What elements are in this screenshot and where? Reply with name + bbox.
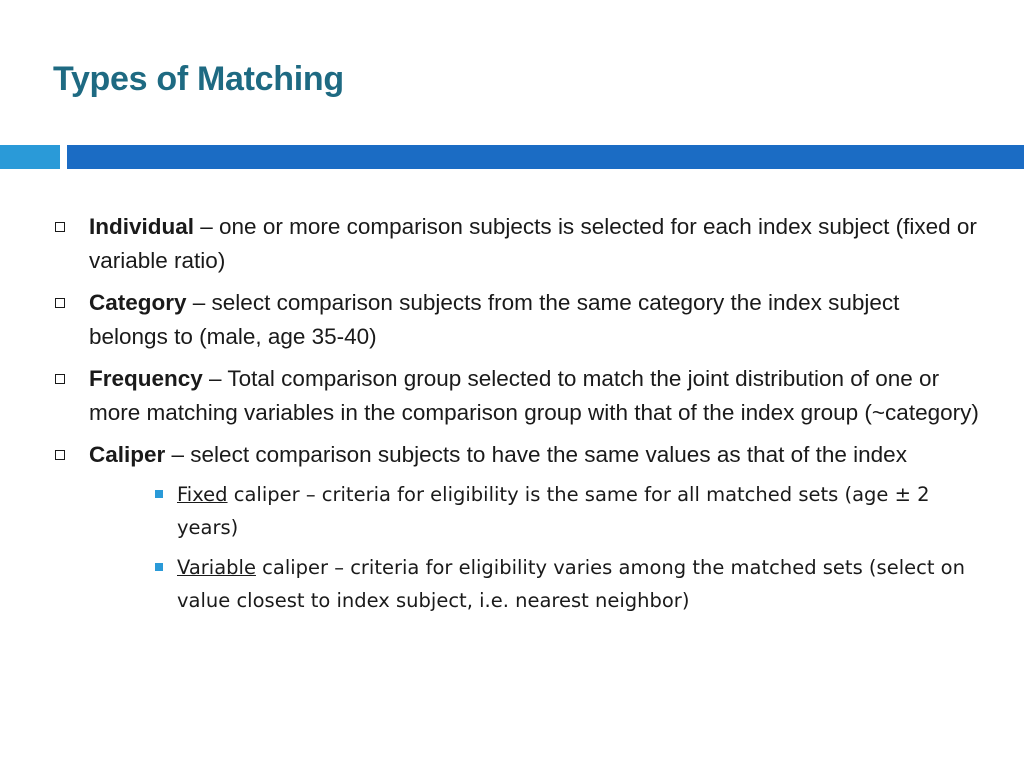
sub-bullet-variable-caliper [155, 551, 983, 617]
bullet-term: Individual [89, 214, 195, 239]
hollow-square-bullet-icon [55, 298, 65, 308]
hollow-square-bullet-icon [55, 374, 65, 384]
bullet-list [53, 210, 983, 625]
bullet-individual [53, 210, 983, 278]
bullet-term: Category [89, 290, 187, 315]
sub-bullet-text: caliper – criteria for eligibility varies among the matched sets (select on value closest to index subject, i.e. nearest neighbor) [177, 556, 965, 612]
header-accent-bar-long [67, 145, 1024, 169]
bullet-text: – select comparison subjects to have the same values as that of the index [165, 442, 907, 467]
hollow-square-bullet-icon [55, 222, 65, 232]
sub-bullet-text: caliper – criteria for eligibility is the same for all matched sets (age ± 2 years) [177, 483, 930, 539]
bullet-frequency [53, 362, 983, 430]
sub-bullet-term: Variable [177, 556, 256, 579]
slide-title: Types of Matching [53, 60, 344, 98]
bullet-category [53, 286, 983, 354]
filled-square-bullet-icon [155, 490, 163, 498]
bullet-text: – one or more comparison subjects is selected for each index subject (fixed or variable ratio) [89, 214, 977, 273]
sub-bullet-term: Fixed [177, 483, 228, 506]
bullet-text: – select comparison subjects from the same category the index subject belongs to (male, age 35-40) [89, 290, 900, 349]
bullet-caliper [53, 438, 983, 617]
bullet-term: Caliper [89, 442, 166, 467]
sub-bullet-fixed-caliper [155, 478, 983, 544]
bullet-term: Frequency [89, 366, 203, 391]
hollow-square-bullet-icon [55, 450, 65, 460]
sub-bullet-list [89, 478, 983, 617]
filled-square-bullet-icon [155, 563, 163, 571]
bullet-text: – Total comparison group selected to match the joint distribution of one or more matching variables in the comparison group with that of the index group (~category) [89, 366, 979, 425]
header-accent-bar-short [0, 145, 60, 169]
